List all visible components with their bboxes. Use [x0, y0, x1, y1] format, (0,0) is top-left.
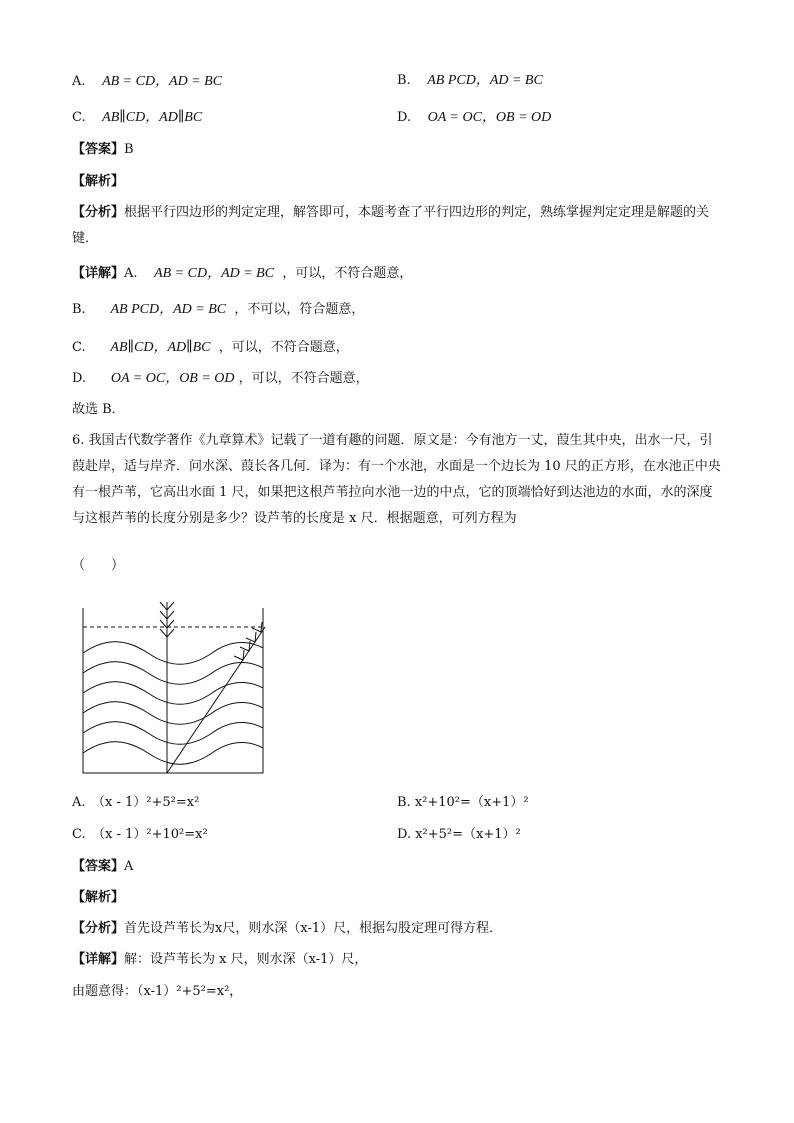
- q6-blank: [72, 556, 124, 576]
- q6-xiangjie: [72, 950, 367, 970]
- q5-jiexi: [72, 172, 124, 192]
- q6-stem: [72, 428, 722, 532]
- option-letter: D.: [397, 110, 412, 125]
- q5-answer: [72, 140, 134, 160]
- equation-text: 由题意得：（x-1）²+5²=x²，: [72, 984, 243, 999]
- q5-option-a: [72, 72, 222, 92]
- water-waves: [83, 642, 263, 765]
- q6-equation: [72, 982, 242, 1002]
- answer-blank: （ ）: [72, 558, 125, 573]
- q5-option-b: [397, 71, 543, 91]
- option-text: A. （x - 1）²+5²=x²: [72, 795, 200, 810]
- answer-value: A: [124, 859, 134, 874]
- judgement-text: ，可以，不符合题意，: [218, 340, 349, 355]
- jiexi-tag: 【解析】: [72, 890, 125, 905]
- xiangjie-tag: 【详解】: [72, 266, 125, 281]
- option-letter: C.: [72, 110, 86, 125]
- fenxi-text: 首先设芦苇长为x尺，则水深（x-1）尺，根据勾股定理可得方程．: [124, 921, 503, 936]
- pond-outline: [83, 608, 263, 773]
- answer-tag: 【答案】: [72, 142, 125, 157]
- q5-xiangjie-b: [72, 300, 364, 320]
- answer-value: B: [124, 142, 134, 157]
- q6-option-a: [72, 793, 199, 813]
- q6-option-b: [397, 793, 529, 813]
- option-letter: A.: [72, 74, 86, 89]
- option-math: AB ΡCD，AD = BC: [427, 73, 543, 88]
- option-letter: C.: [72, 340, 86, 355]
- option-text: C. （x - 1）²+10²=x²: [72, 827, 208, 842]
- option-math: AB = CD，AD = BC: [102, 74, 223, 89]
- option-letter: A.: [124, 266, 138, 281]
- option-math: AB ΡCD，AD = BC: [110, 302, 227, 317]
- judgement-text: ，可以，不符合题意，: [282, 266, 413, 281]
- option-math: OA = OC，OB = OD: [427, 110, 552, 125]
- option-letter: D.: [72, 371, 87, 386]
- option-text: D. x²+5²=（x+1）²: [397, 827, 521, 842]
- q6-option-d: [397, 825, 521, 845]
- q6-option-c: [72, 825, 208, 845]
- q5-conclusion: [72, 400, 125, 420]
- q5-xiangjie-c: [72, 338, 349, 358]
- option-letter: B.: [72, 302, 86, 317]
- q6-answer: [72, 857, 133, 877]
- option-math: AB = CD，AD = BC: [154, 266, 275, 281]
- answer-tag: 【答案】: [72, 859, 125, 874]
- xiangjie-text: 解：设芦苇长为 x 尺，则水深（x-1）尺，: [124, 952, 368, 967]
- fenxi-tag: 【分析】: [72, 921, 125, 936]
- judgement-text: ，不可以，符合题意，: [234, 302, 365, 317]
- xiangjie-tag: 【详解】: [72, 952, 125, 967]
- option-letter: B.: [397, 73, 411, 88]
- pond-reed-figure: [70, 598, 275, 778]
- conclusion-text: 故选 B．: [72, 402, 125, 417]
- q5-fenxi: [72, 200, 722, 252]
- question-stem: 6. 我国古代数学著作《九章算术》记载了一道有趣的问题．原文是：今有池方一丈，葭生其中央，出水一尺，引葭赴岸，适与岸齐．问水深、葭长各几何．译为：有一个水池，水面是一个边长为 10 尺的正方形，在水池正中央有一根芦苇，它高出水面 1 尺，如果把这根芦苇拉向水池一边的中点，它的顶端恰好到达池边的水面，水的深度与这根芦苇的长度分别是多少？设芦苇的长度是 x 尺．根据题意，可列方程为: [72, 433, 721, 526]
- option-math: OA = OC，OB = OD: [110, 371, 235, 386]
- slanted-reed-tip: [234, 622, 262, 660]
- jiexi-tag: 【解析】: [72, 174, 125, 189]
- option-math: AB∥CD，AD∥BC: [102, 110, 203, 125]
- option-text: B. x²+10²=（x+1）²: [397, 795, 529, 810]
- q6-fenxi: [72, 919, 502, 939]
- option-math: AB∥CD，AD∥BC: [110, 340, 211, 355]
- q5-option-d: [397, 108, 551, 128]
- q6-jiexi: [72, 888, 124, 908]
- q5-xiangjie-a: [72, 264, 412, 284]
- judgement-text: ，可以，不符合题意，: [238, 371, 369, 386]
- fenxi-tag: 【分析】: [72, 205, 125, 220]
- slanted-reed: [167, 627, 265, 773]
- fenxi-text: 根据平行四边形的判定定理，解答即可，本题考查了平行四边形的判定，熟练掌握判定定理是解题的关键．: [72, 205, 710, 246]
- q5-option-c: [72, 108, 202, 128]
- q5-xiangjie-d: [72, 369, 369, 389]
